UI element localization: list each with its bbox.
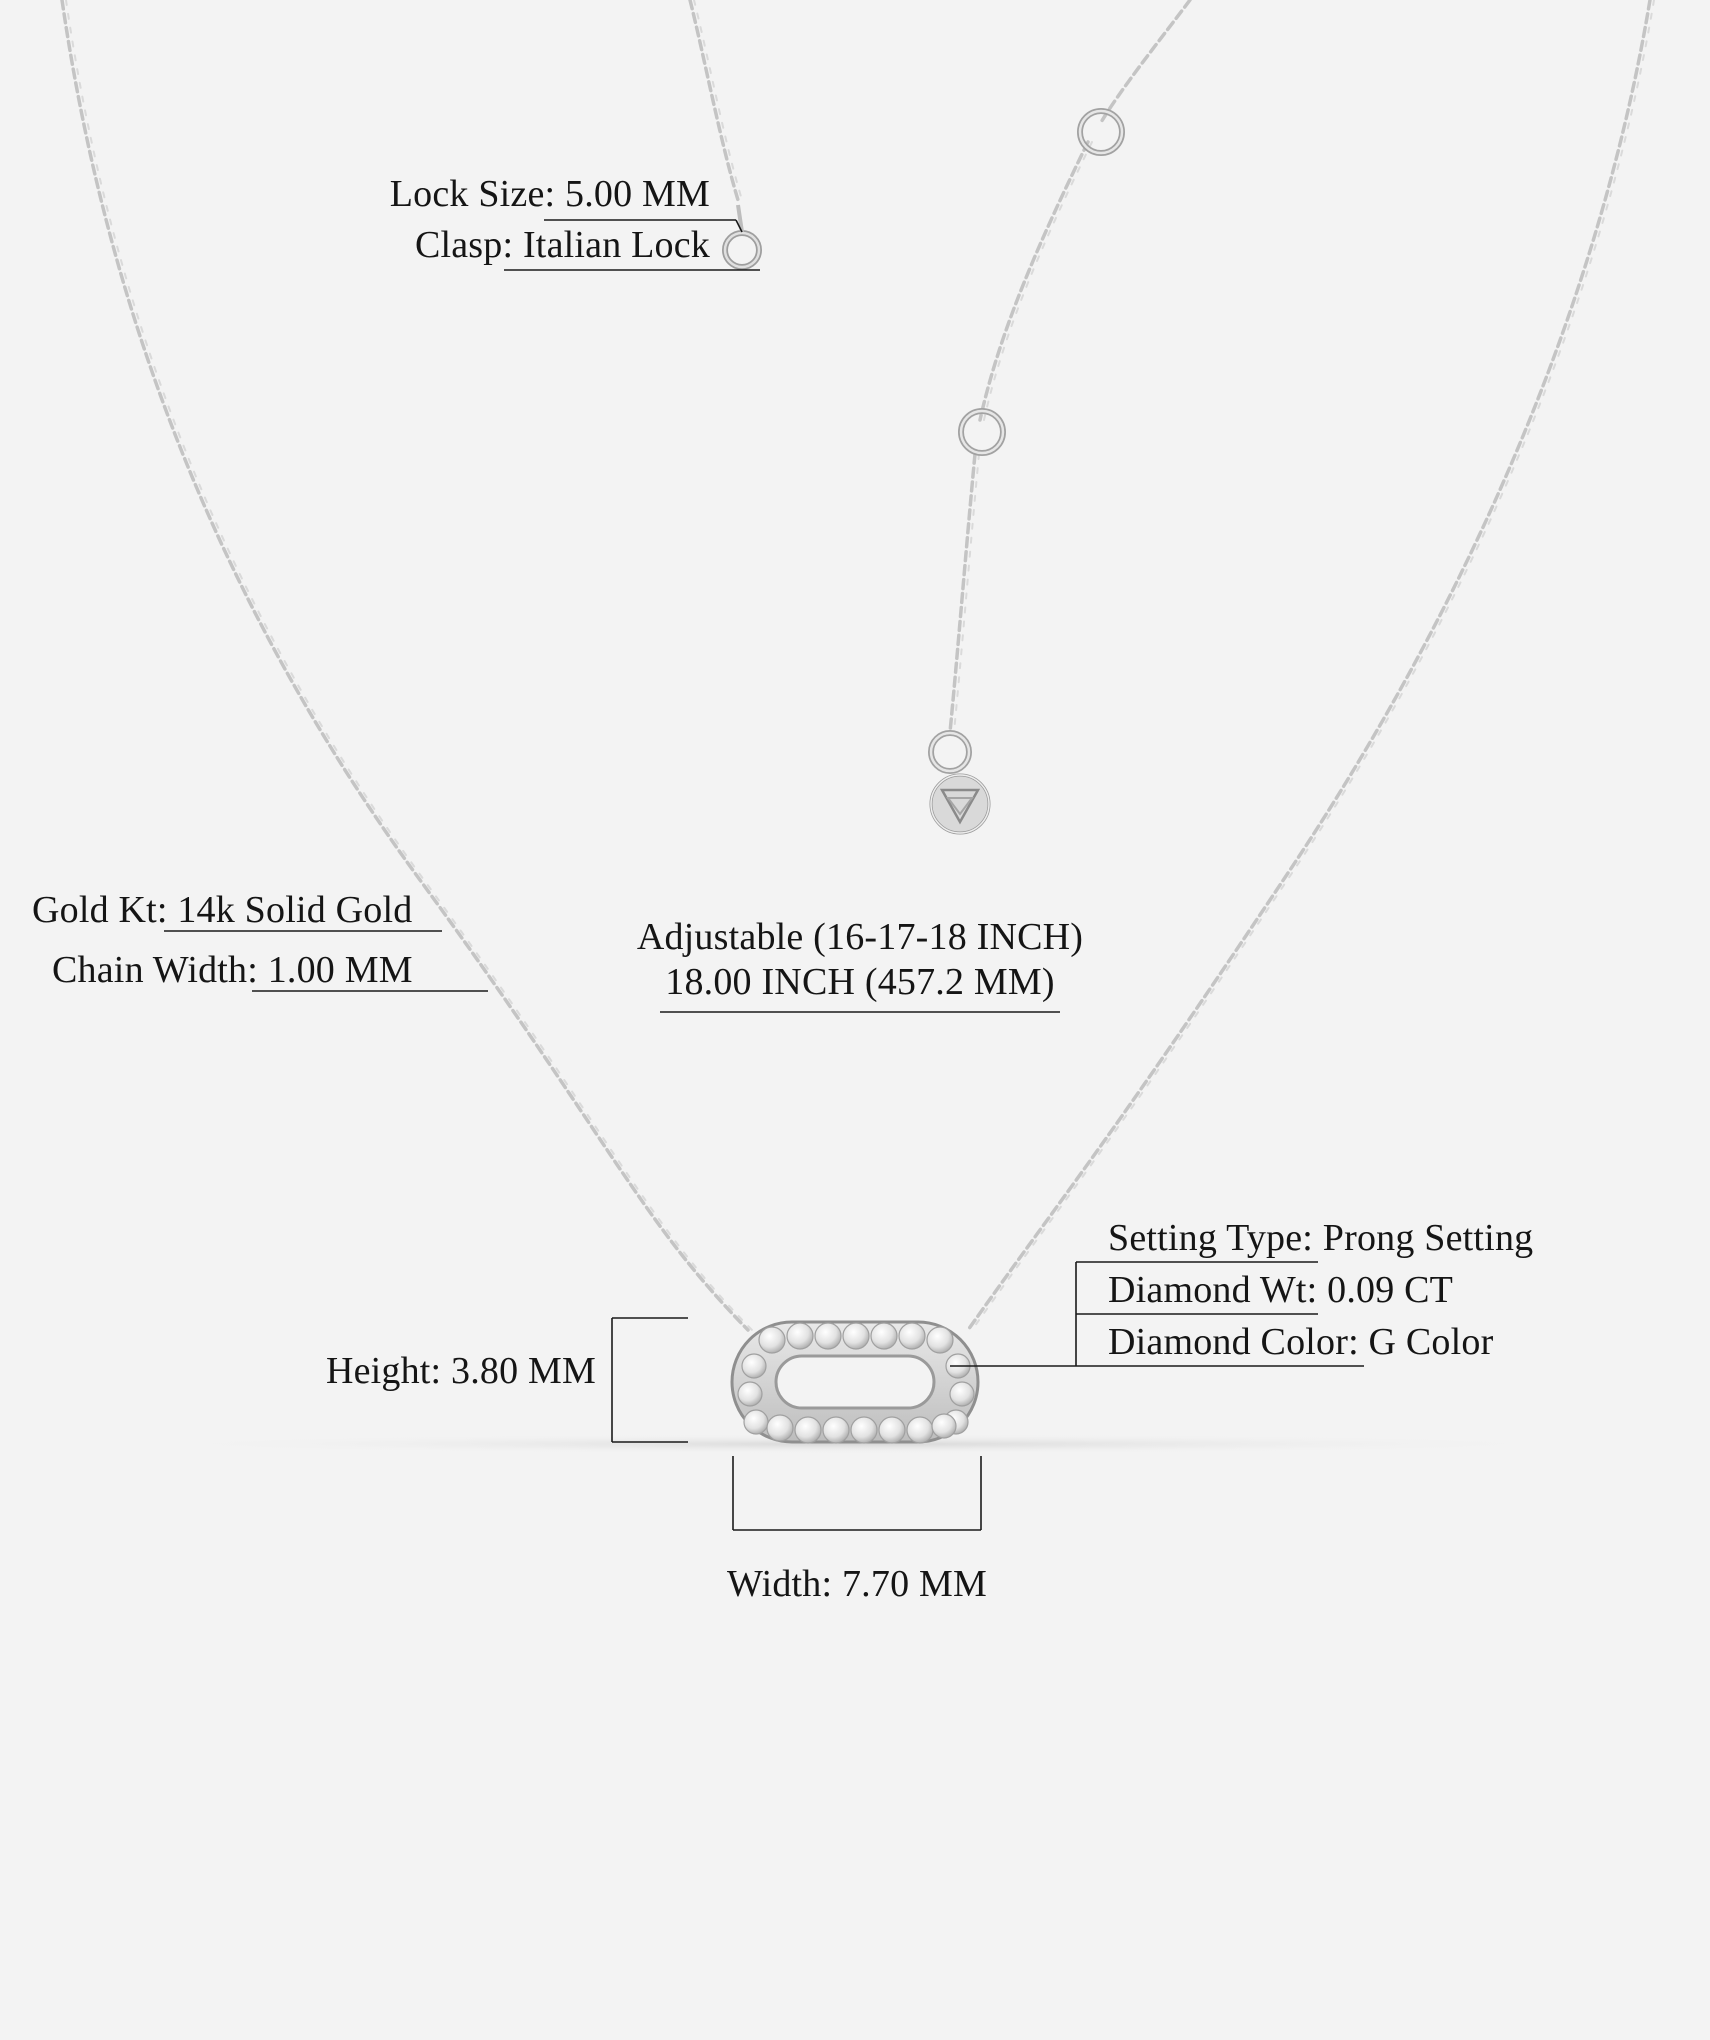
setting-type-spec xyxy=(1108,1216,1533,1260)
chain-width-value: 1.00 MM xyxy=(267,949,413,991)
diamond-color-spec xyxy=(1108,1320,1493,1364)
clasp-spec xyxy=(415,223,710,267)
length-adjustable: Adjustable (16-17-18 INCH) xyxy=(636,916,1084,958)
height-spec: Height: 3.80 MM xyxy=(325,1350,596,1392)
diamond-wt-spec xyxy=(1108,1268,1453,1312)
gold-kt-label: Gold Kt: xyxy=(32,889,178,931)
chain-width-label: Chain Width: xyxy=(52,949,268,991)
setting-type-value: Prong Setting xyxy=(1322,1217,1534,1259)
necklace-chain-icon xyxy=(62,0,1654,1330)
gold-kt-spec xyxy=(32,888,412,932)
gold-kt-value: 14k Solid Gold xyxy=(177,889,413,931)
width-spec: Width: 7.70 MM xyxy=(727,1563,987,1605)
clasp-value: Italian Lock xyxy=(522,224,710,266)
lock-size-label: Lock Size: xyxy=(389,173,566,215)
length-value: 18.00 INCH (457.2 MM) xyxy=(665,961,1055,1003)
diamond-wt-value: 0.09 CT xyxy=(1327,1269,1454,1311)
chain-end-charm-icon xyxy=(931,775,989,833)
clasp-label: Clasp: xyxy=(414,224,523,266)
pendant-oval-icon xyxy=(732,1322,978,1443)
diamond-color-label: Diamond Color: xyxy=(1108,1321,1369,1363)
extender-ring-icon xyxy=(931,111,1122,771)
length-spec xyxy=(600,915,1120,1004)
chain-width-spec xyxy=(52,948,413,992)
lock-size-value: 5.00 MM xyxy=(565,173,710,215)
setting-type-label: Setting Type: xyxy=(1108,1217,1323,1259)
diamond-wt-label: Diamond Wt: xyxy=(1108,1269,1328,1311)
clasp-ring-icon xyxy=(725,205,759,267)
lock-size-spec xyxy=(390,172,710,216)
diamond-color-value: G Color xyxy=(1368,1321,1494,1363)
